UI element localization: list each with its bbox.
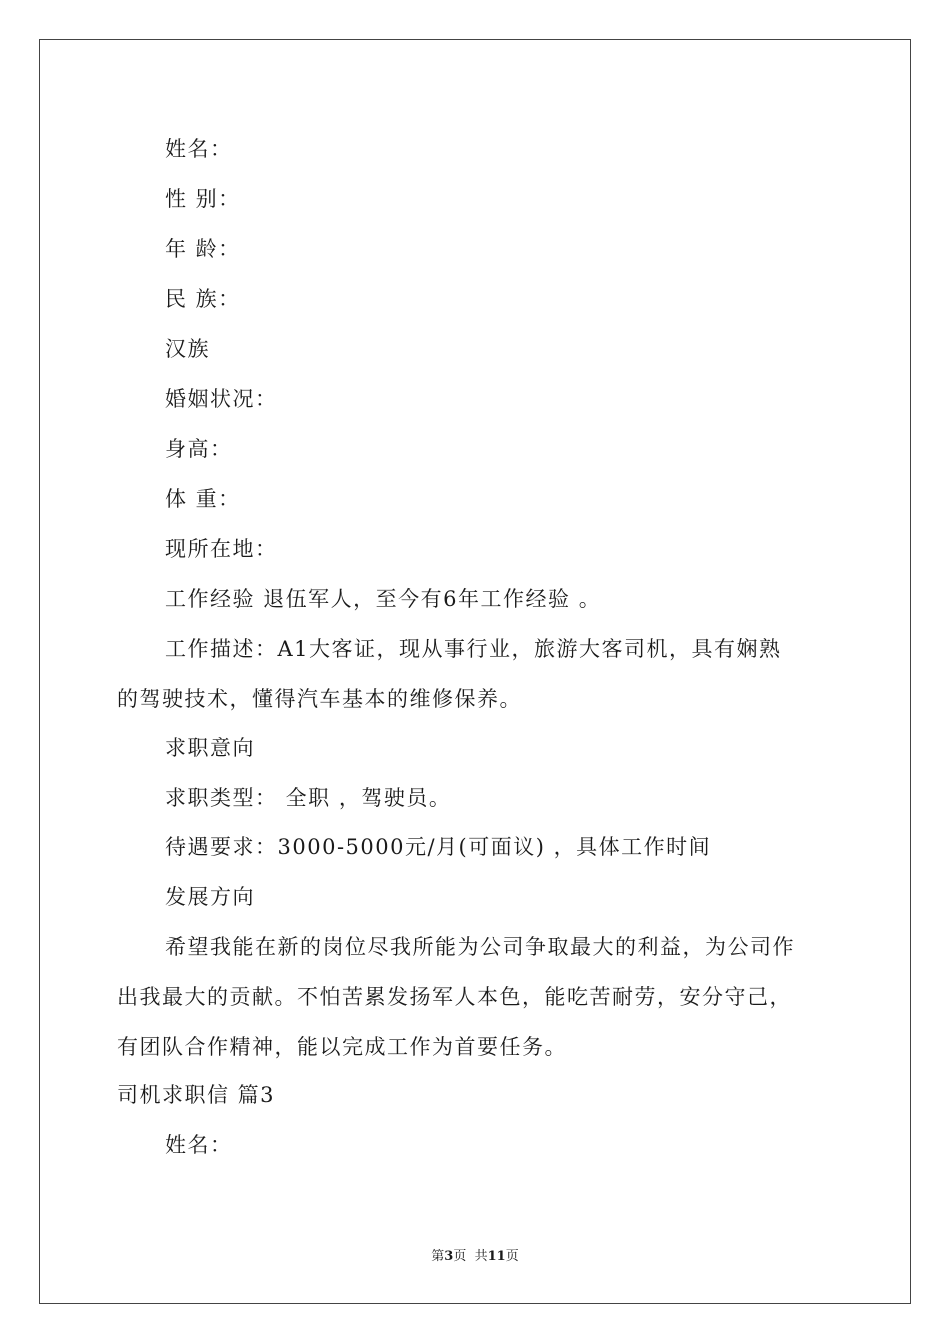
job-type-line: 求职类型： 全职 ，驾驶员。 [165,786,452,810]
field-marital-label: 婚姻状况： [165,387,278,411]
development-heading: 发展方向 [165,885,255,909]
field-name-label-2: 姓名： [165,1133,233,1157]
goal-paragraph-line-2: 出我最大的贡献。不怕苦累发扬军人本色，能吃苦耐劳，安分守己， [117,985,792,1009]
goal-paragraph-line-3: 有团队合作精神，能以完成工作为首要任务。 [117,1035,567,1059]
salary-line: 待遇要求：3000-5000元/月(可面议) ，具体工作时间 [165,835,712,859]
work-experience-line: 工作经验 退伍军人，至今有6年工作经验 。 [165,587,602,611]
field-gender-label: 性 别： [165,187,241,211]
job-intention-heading: 求职意向 [165,736,255,760]
footer-prefix: 第 [431,1249,445,1264]
footer-mid: 页 共 [453,1249,488,1264]
field-name-label: 姓名： [165,137,233,161]
field-weight-label: 体 重： [165,487,241,511]
footer-page-number: 3 [444,1249,454,1264]
page-border [39,39,911,1304]
goal-paragraph-line-1: 希望我能在新的岗位尽我所能为公司争取最大的利益，为公司作 [165,935,795,959]
field-ethnicity-label: 民 族： [165,287,241,311]
footer-total-pages: 11 [487,1249,506,1264]
field-height-label: 身高： [165,437,233,461]
work-description-line-1: 工作描述：A1大客证，现从事行业，旅游大客司机，具有娴熟 [165,637,782,661]
footer-suffix: 页 [505,1249,519,1264]
field-ethnicity-value: 汉族 [165,337,210,361]
field-location-label: 现所在地： [165,537,278,561]
page-footer [0,1249,950,1265]
work-description-line-2: 的驾驶技术，懂得汽车基本的维修保养。 [117,687,522,711]
section-title: 司机求职信 篇3 [117,1083,276,1107]
field-age-label: 年 龄： [165,237,241,261]
